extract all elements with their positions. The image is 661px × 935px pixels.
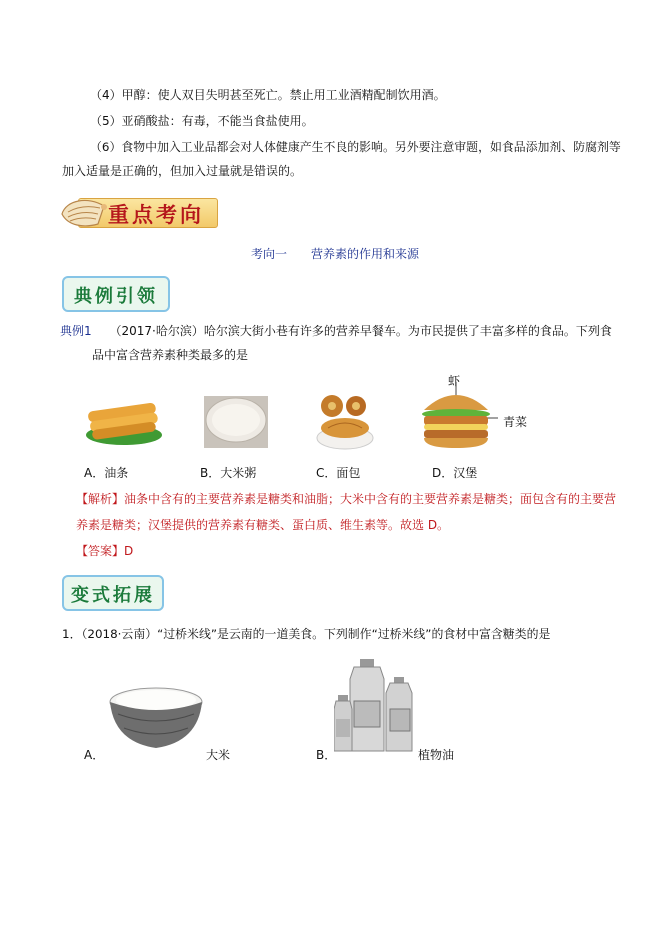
question-1-text: 1．（2018·云南）“过桥米线”是云南的一道美食。下列制作“过桥米线”的食材中富含糖类的是 xyxy=(62,627,551,641)
variant-extension-text: 变式拓展 xyxy=(71,585,155,606)
option-d: D．汉堡 xyxy=(432,466,478,480)
analysis-line2: 养素是糖类；汉堡提供的营养素有糖类、蛋白质、维生素等。故选 D。 xyxy=(76,518,450,532)
question-1-option-a-name: 大米 xyxy=(206,748,231,762)
variant-extension-label xyxy=(62,575,164,611)
analysis-text1: 油条中含有的主要营养素是糖类和油脂；大米中含有的主要营养素是糖类；面包含有的主要营 xyxy=(124,492,617,506)
option-b: B．大米粥 xyxy=(200,466,257,480)
example-text1: （2017·哈尔滨）哈尔滨大街小巷有许多的营养早餐车。为市民提供了丰富多样的食品。下列食 xyxy=(109,324,612,338)
vegetable-oil-image xyxy=(334,655,420,755)
option-a: A．油条 xyxy=(84,466,129,480)
example-label: 典例1 xyxy=(60,324,92,338)
question-1-option-a: A． xyxy=(84,748,105,762)
example-guide-text: 典例引领 xyxy=(74,286,158,307)
analysis-label: 【解析】 xyxy=(76,492,125,506)
burger-shrimp-label: 虾 xyxy=(448,374,461,388)
burger-vegetable-label: 青菜 xyxy=(503,415,528,429)
question-1-option-b: B． xyxy=(316,748,337,762)
answer-line xyxy=(76,542,133,560)
example-guide-label xyxy=(62,276,170,312)
section-subtitle: 考向一 营养素的作用和来源 xyxy=(251,247,420,261)
line-industrial: （6）食物中加入工业品都会对人体健康产生不良的影响。另外要注意审题，如食品添加剂、防腐剂等 xyxy=(90,140,621,154)
answer-value: D xyxy=(124,544,134,558)
line-overdose: 加入适量是正确的，但加入过量就是错误的。 xyxy=(62,164,303,178)
line-nitrite: （5）亚硝酸盐：有毒，不能当食盐使用。 xyxy=(90,114,314,128)
youtiao-image xyxy=(82,395,164,447)
example-question-line2: 品中富含营养素种类最多的是 xyxy=(92,348,249,362)
answer-label: 【答案】 xyxy=(76,544,125,558)
rice-bowl-image xyxy=(104,684,208,754)
rice-porridge-image xyxy=(204,396,268,448)
line-methanol: （4）甲醇：使人双目失明甚至死亡。禁止用工业酒精配制饮用酒。 xyxy=(90,88,446,102)
analysis-line1 xyxy=(76,490,616,508)
example-question-line1 xyxy=(60,322,612,340)
question-1-option-b-name: 植物油 xyxy=(418,748,455,762)
key-direction-banner xyxy=(58,194,216,230)
option-c: C．面包 xyxy=(316,466,361,480)
banner-title: 重点考向 xyxy=(108,202,204,227)
bread-image xyxy=(314,392,376,452)
